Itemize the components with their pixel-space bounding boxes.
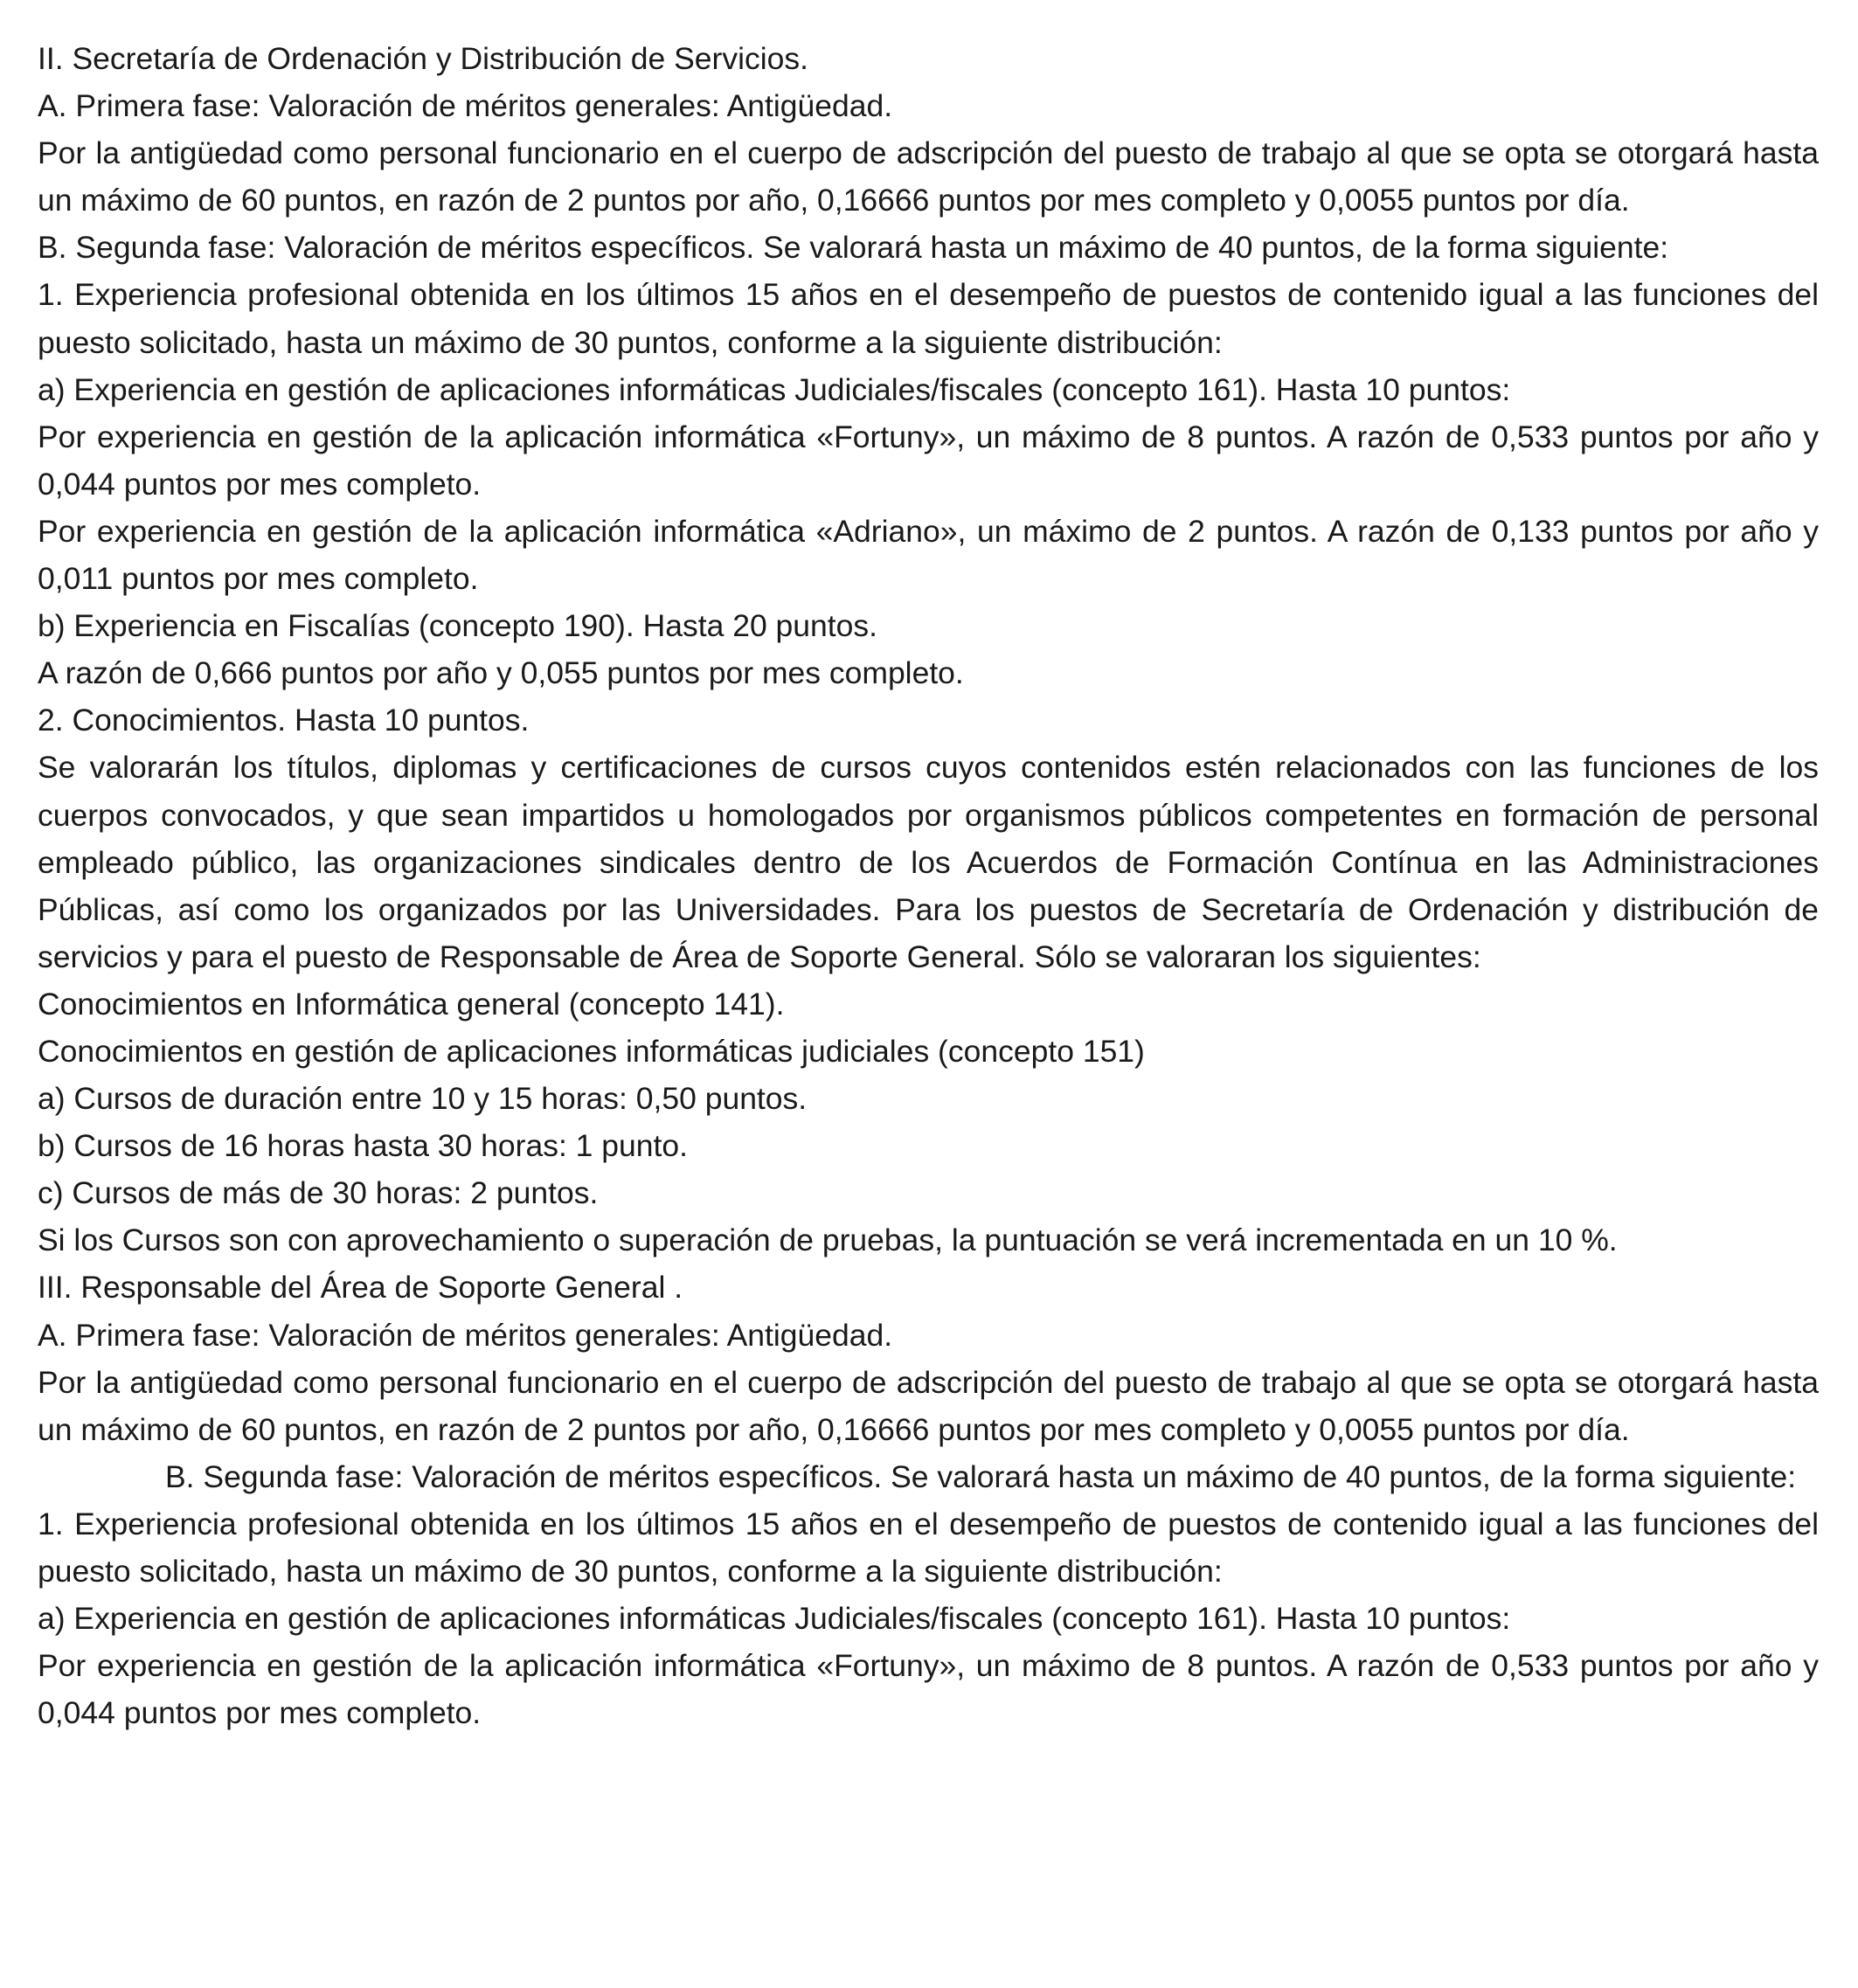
fortuny-paragraph: Por experiencia en gestión de la aplicación informática «Fortuny», un máximo de 8 puntos. A razón de 0,533 puntos por año y 0,044 puntos por mes completo. (38, 419, 1819, 502)
course-item-a: a) Cursos de duración entre 10 y 15 horas: 0,50 puntos. (38, 1081, 808, 1117)
experience-paragraph-2: 1. Experiencia profesional obtenida en los últimos 15 años en el desempeño de puestos de contenido igual a las funciones del puesto solicitado, hasta un máximo de 30 puntos, conforme a la siguiente distribución: (38, 1506, 1819, 1589)
experience-b-heading: b) Experiencia en Fiscalías (concepto 190). Hasta 20 puntos. (38, 608, 877, 644)
phase-a-heading: A. Primera fase: Valoración de méritos generales: Antigüedad. (38, 88, 893, 124)
experience-a-heading: a) Experiencia en gestión de aplicaciones informáticas Judiciales/fiscales (concepto 161). Hasta 10 puntos: (38, 371, 1511, 407)
experience-a-heading-2: a) Experiencia en gestión de aplicaciones informáticas Judiciales/fiscales (concepto 161). Hasta 10 puntos: (38, 1601, 1511, 1637)
course-item-b: b) Cursos de 16 horas hasta 30 horas: 1 punto. (38, 1128, 688, 1164)
section-heading-ii: II. Secretaría de Ordenación y Distribución de Servicios. (38, 41, 808, 76)
course-item-c: c) Cursos de más de 30 horas: 2 puntos. (38, 1175, 599, 1211)
knowledge-paragraph: Se valorarán los títulos, diplomas y certificaciones de cursos cuyos contenidos estén relacionados con las funciones de los cuerpos convocados, y que sean impartidos u homologados por organismos públicos competentes en formación de personal empleado público, las organizaciones sindicales dentro de los Acuerdos de Formación Contínua en las Administraciones Públicas, así como los organizados por las Universidades. Para los puestos de Secretaría de Ordenación y distribución de servicios y para el puesto de Responsable de Área de Soporte General. Sólo se valoraran los siguientes: (38, 750, 1819, 974)
knowledge-item-151: Conocimientos en gestión de aplicaciones informáticas judiciales (concepto 151) (38, 1033, 1145, 1069)
knowledge-item-141: Conocimientos en Informática general (concepto 141). (38, 986, 785, 1022)
seniority-paragraph: Por la antigüedad como personal funcionario en el cuerpo de adscripción del puesto de trabajo al que se opta se otorgará hasta un máximo de 60 puntos, en razón de 2 puntos por año, 0,16666 puntos por mes completo y 0,0055 puntos por día. (38, 135, 1819, 218)
phase-b-heading: B. Segunda fase: Valoración de méritos específicos. Se valorará hasta un máximo de 40 puntos, de la forma siguiente: (38, 230, 1669, 266)
knowledge-heading: 2. Conocimientos. Hasta 10 puntos. (38, 703, 530, 738)
experience-paragraph: 1. Experiencia profesional obtenida en los últimos 15 años en el desempeño de puestos de contenido igual a las funciones del puesto solicitado, hasta un máximo de 30 puntos, conforme a la siguiente distribución: (38, 277, 1819, 360)
section-heading-iii: III. Responsable del Área de Soporte General . (38, 1270, 683, 1306)
fortuny-paragraph-2: Por experiencia en gestión de la aplicación informática «Fortuny», un máximo de 8 puntos. A razón de 0,533 puntos por año y 0,044 puntos por mes completo. (38, 1648, 1819, 1731)
fiscalias-rate-paragraph: A razón de 0,666 puntos por año y 0,055 puntos por mes completo. (38, 655, 964, 691)
phase-b-heading-2: B. Segunda fase: Valoración de méritos específicos. Se valorará hasta un máximo de 40 puntos, de la forma siguiente: (165, 1458, 1797, 1494)
phase-a-heading-2: A. Primera fase: Valoración de méritos generales: Antigüedad. (38, 1317, 893, 1353)
document-body (38, 35, 1819, 1736)
course-bonus-paragraph: Si los Cursos son con aprovechamiento o superación de pruebas, la puntuación se verá incrementada en un 10 %. (38, 1223, 1618, 1258)
seniority-paragraph-2: Por la antigüedad como personal funcionario en el cuerpo de adscripción del puesto de trabajo al que se opta se otorgará hasta un máximo de 60 puntos, en razón de 2 puntos por año, 0,16666 puntos por mes completo y 0,0055 puntos por día. (38, 1364, 1819, 1447)
adriano-paragraph: Por experiencia en gestión de la aplicación informática «Adriano», un máximo de 2 puntos. A razón de 0,133 puntos por año y 0,011 puntos por mes completo. (38, 513, 1819, 597)
